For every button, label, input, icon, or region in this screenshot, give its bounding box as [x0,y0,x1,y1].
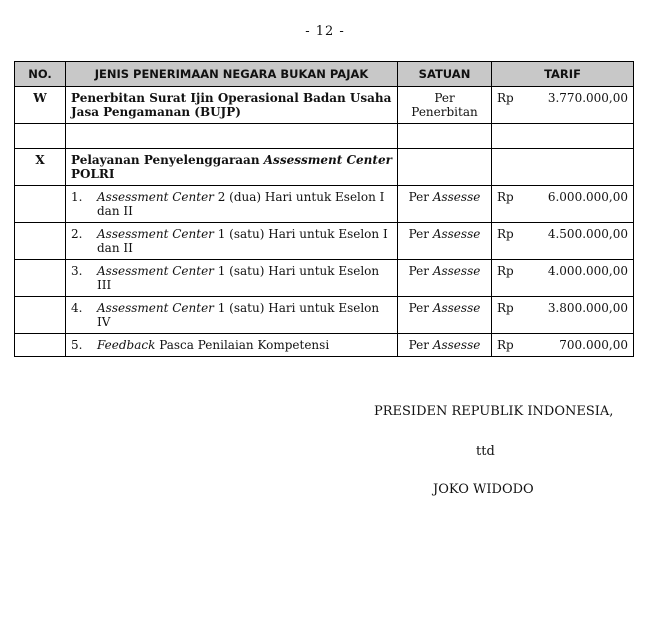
item-satuan: Per Assesse [398,223,492,260]
item-satuan: Per Assesse [398,186,492,223]
item-number: 2. [71,227,83,241]
table-row [15,297,634,334]
row-w-amount: 3.770.000,00 [547,91,628,105]
item-jenis [66,297,398,334]
item-text: Assessment Center 2 (dua) Hari untuk Eselon I dan II [97,190,385,218]
signature-ttd: ttd [476,444,495,459]
item-satuan: Per Assesse [398,260,492,297]
item-satuan: Per Assesse [398,297,492,334]
item-text: Assessment Center 1 (satu) Hari untuk Eselon IV [97,301,380,329]
header-no: NO. [15,62,66,87]
item-tarif [492,334,634,357]
item-text: Feedback Pasca Penilaian Kompetensi [97,338,330,352]
item-currency: Rp [497,338,514,352]
item-amount: 700.000,00 [559,338,628,352]
item-amount: 4.500.000,00 [547,227,628,241]
row-w-tarif [492,87,634,124]
item-amount: 3.800.000,00 [547,301,628,315]
item-number: 1. [71,190,83,204]
item-satuan: Per Assesse [398,334,492,357]
row-x-no: X [15,149,66,186]
item-tarif [492,186,634,223]
row-w-currency: Rp [497,91,514,105]
item-number: 4. [71,301,83,315]
header-tarif: TARIF [492,62,634,87]
item-currency: Rp [497,264,514,278]
item-amount: 4.000.000,00 [547,264,628,278]
row-x-jenis: Pelayanan Penyelenggaraan Assessment Center POLRI [66,149,398,186]
items-body [15,186,634,357]
row-w-jenis: Penerbitan Surat Ijin Operasional Badan Usaha Jasa Pengamanan (BUJP) [66,87,398,124]
item-currency: Rp [497,301,514,315]
row-w-no: W [15,87,66,124]
page-number: - 12 - [305,24,345,39]
header-satuan: SATUAN [398,62,492,87]
item-number: 5. [71,338,83,352]
item-jenis [66,334,398,357]
item-text: Assessment Center 1 (satu) Hari untuk Eselon III [97,264,380,292]
item-currency: Rp [497,227,514,241]
row-w-satuan: Per Penerbitan [398,87,492,124]
signature-title: PRESIDEN REPUBLIK INDONESIA, [374,404,614,419]
item-jenis [66,186,398,223]
item-jenis [66,260,398,297]
header-jenis: JENIS PENERIMAAN NEGARA BUKAN PAJAK [66,62,398,87]
item-currency: Rp [497,190,514,204]
item-number: 3. [71,264,83,278]
table-row [15,334,634,357]
table-header-row [15,62,634,87]
item-tarif [492,223,634,260]
table-row-x [15,149,634,186]
item-tarif [492,260,634,297]
table-row-empty [15,124,634,149]
item-amount: 6.000.000,00 [547,190,628,204]
table-row [15,186,634,223]
table-row [15,260,634,297]
table-row [15,223,634,260]
item-tarif [492,297,634,334]
tariff-table [14,61,634,357]
item-text: Assessment Center 1 (satu) Hari untuk Eselon I dan II [97,227,388,255]
table-row-w [15,87,634,124]
signature-name: JOKO WIDODO [433,482,534,497]
item-jenis [66,223,398,260]
